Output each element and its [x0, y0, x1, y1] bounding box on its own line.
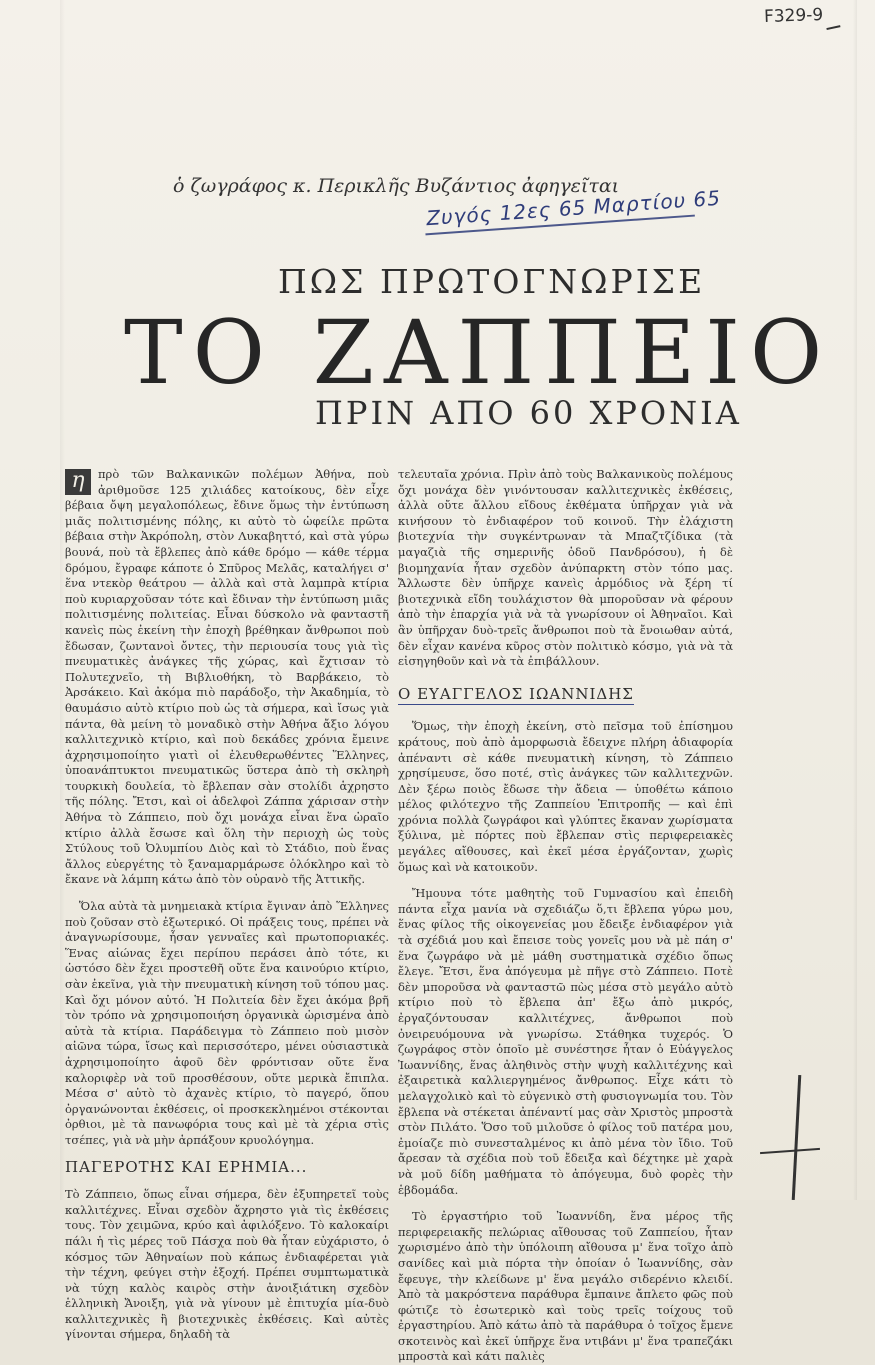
article-paragraph: τελευταῖα χρόνια. Πρὶν ἀπὸ τοὺς Βαλκανικοὺς πολέμους ὄχι μονάχα δὲν γινόντουσαν καλλιτεχνικὲς ἐκθέσεις, ἀλλὰ οὔτε ἄλλου εἴδους ἐκθέματα ὑπῆρχαν γιὰ νὰ κινήσουν τὸ ἐνδιαφέρον τοῦ κοινοῦ. Τὴν ἐλάχιστη βιοτεχνία τὴν συγκέντρωναν τὰ Μπαζτζίδικα (τὰ μαγαζιὰ τῆς σημερινῆς ὁδοῦ Πανδρόσου), ἡ δὲ βιομηχανία ἦταν σχεδὸν ἀνύπαρκτη στὸν τόπο μας. Ἄλλωστε δὲν ὑπῆρχε κανεὶς ἁρμόδιος νὰ ξέρη τί βιοτεχνικὰ εἴδη τουλάχιστον θὰ μποροῦσαν νὰ φέρουν ἀπὸ τὴν ἐπαρχία γιὰ νὰ τὰ γνωρίσουν οἱ Ἀθηναῖοι. Καὶ ἂν ὑπῆρχαν δυὸ-τρεῖς ἄνθρωποι ποὺ τὰ ἔνοιωθαν αὐτά, δὲν εἶχαν κανένα κῦρος στὸν πολιτικὸ κόσμο, γιὰ νὰ τὰ εἰσηγηθοῦν καὶ νὰ τὰ ἐπιβάλλουν.	[398, 467, 733, 669]
article-column-left	[65, 467, 389, 1342]
article-paragraph: Τὸ Ζάππειο, ὅπως εἶναι σήμερα, δὲν ἐξυπηρετεῖ τοὺς καλλιτέχνες. Εἶναι σχεδὸν ἄχρηστο γιὰ τὶς ἐκθέσεις τους. Τὸν χειμῶνα, κρύο καὶ ἀφιλόξενο. Τὸ καλοκαίρι πάλι ἡ τὶς μέρες τοῦ Πάσχα ποὺ θὰ ἦταν εὐχάριστο, ὁ κόσμος τῶν Ἀθηναίων ποὺ κάπως ἐνδιαφέρεται γιὰ τὴν τέχνη, φεύγει στὴν ἐξοχή. Πρέπει συμπτωματικὰ νὰ τύχη καλὸς καιρὸς στὴν ἀνοιξιάτικη σχεδὸν ἑλληνικὴ Ἄνοιξη, γιὰ νὰ γίνουν μὲ ἐπιτυχία μία-δυὸ καλλιτεχνικὲς ἢ βιοτεχνικὲς ἐκθέσεις. Καὶ αὐτὲς γίνονται σήμερα, δηλαδὴ τὰ	[65, 1187, 389, 1342]
archive-code-underline	[826, 25, 840, 30]
byline: ὁ ζωγράφος κ. Περικλῆς Βυζάντιος ἀφηγεῖται	[173, 175, 620, 197]
article-paragraph: Τὸ ἐργαστήριο τοῦ Ἰωαννίδη, ἕνα μέρος τῆς περιφερειακῆς πελώριας αἴθουσας τοῦ Ζαππείου, ἦταν χωρισμένο ἀπὸ τὴν ὑπόλοιπη αἴθουσα μ' ἕνα τοῖχο ἀπὸ σανίδες καὶ μιὰ πόρτα τὴν ὁποίαν ὁ Ἰωαννίδης, σὰν ἔφευγε, τὴν κλείδωνε μ' ἕνα μεγάλο σιδερένιο κλειδί. Ἀπὸ τὰ μακρόστενα παράθυρα ἔμπαινε ἄπλετο φῶς ποὺ φώτιζε τὸ ἐσωτερικὸ καὶ τοὺς τρεῖς τοίχους τοῦ ἐργαστηρίου. Ἀπὸ κάτω ἀπὸ τὰ παράθυρα ὁ τοῖχος ἔμενε σκοτεινὸς καὶ ἐκεῖ ὑπῆρχε ἕνα ντιβάνι μ' ἕνα τραπεζάκι μπροστὰ καὶ κάτι παλιὲς	[398, 1209, 733, 1364]
article-column-right	[398, 467, 733, 1364]
archive-code-text: F329-9	[763, 4, 824, 28]
headline-bottom: ΠΡΙΝ ΑΠΟ 60 ΧΡΟΝΙΑ	[315, 394, 742, 432]
article-paragraph: Ἤμουνα τότε μαθητὴς τοῦ Γυμνασίου καὶ ἐπειδὴ πάντα εἶχα μανία νὰ σχεδιάζω ὅ,τι ἔβλεπα γύρω μου, ἕνας φίλος τῆς οἰκογενείας μου ἔδειξε ἐνδιαφέρον γιὰ τὰ σχέδιά μου καὶ ἔπεισε τοὺς γονεῖς μου νὰ μὲ πάη σ' ἕνα ζωγράφο νὰ μὲ μάθη συστηματικὰ σχέδιο ὅπως ἔλεγε. Ἔτσι, ἕνα ἀπόγευμα μὲ πῆγε στὸ Ζάππειο. Ποτὲ δὲν μποροῦσα νὰ φανταστῶ πὼς μέσα στὸ μεγάλο αὐτὸ κτίριο ποὺ τὸ ἔβλεπα ἀπ' ἔξω ἀπὸ μικρός, ἐργαζόντουσαν καλλιτέχνες, ἄνθρωποι ποὺ ὀνειρευόμουνα νὰ γνωρίσω. Στάθηκα τυχερός. Ὁ ζωγράφος στὸν ὁποῖο μὲ συνέστησε ἦταν ὁ Εὐάγγελος Ἰωαννίδης, ἕνας ἀληθινὸς στὴν ψυχὴ καλλιτέχνης καὶ ἐξαιρετικὰ καλλιεργημένος ἄνθρωπος. Εἶχε κάτι τὸ μελαγχολικὸ καὶ τὸ εὐγενικὸ στὴ φυσιογνωμία του. Τὸν ἔβλεπα νὰ στέκεται ἀπέναντί μας σὰν Χριστὸς μπροστὰ στὸν Πιλάτο. Ὅσο τοῦ μιλοῦσε ὁ φίλος τοῦ πατέρα μου, ἐμοίαζε πιὸ συνεσταλμένος κι ἀπὸ μένα τὸν ἴδιο. Τοῦ ἄρεσαν τὰ σχέδια ποὺ τοῦ ἔδειξα καὶ δέχτηκε μὲ χαρὰ νὰ μοῦ δίδη μαθήματα τὸ ἀπόγευμα, δυὸ φορὲς τὴν ἑβδομάδα.	[398, 886, 733, 1197]
section-subhead: Ο ΕΥΑΓΓΕΛΟΣ ΙΩΑΝΝΙΔΗΣ	[398, 687, 634, 706]
article-paragraph: Ὅμως, τὴν ἐποχὴ ἐκείνη, στὸ πεῖσμα τοῦ ἐπίσημου κράτους, ποὺ ἀπὸ ἀμορφωσιὰ ἔδειχνε πλήρη ἀδιαφορία ἀπέναντι σὲ κάθε πνευματικὴ κίνηση, τὸ Ζάππειο χρησίμευσε, ὅσο ποτέ, στὶς ἀνάγκες τῶν καλλιτεχνῶν. Δὲν ξέρω ποιὸς ἔδωσε τὴν ἄδεια — ὑποθέτω κάποιο μέλος φιλότεχνο τῆς Ζαππείου Ἐπιτροπῆς — καὶ ἐπὶ χρόνια πολλὰ ζωγράφοι καὶ γλύπτες ἔκαναν χωρίσματα ξύλινα, μὲ πόρτες ποὺ ἔβλεπαν στὶς περιφερειακὲς μεγάλες αἴθουσες, καὶ ἐκεῖ μέσα ἐργάζονταν, χωρὶς ὅμως καὶ νὰ κατοικοῦν.	[398, 719, 733, 874]
article-paragraph	[65, 467, 389, 888]
section-subhead: ΠΑΓΕΡΟΤΗΣ ΚΑΙ ΕΡΗΜΙΑ...	[65, 1157, 308, 1176]
pen-mark	[760, 1148, 820, 1154]
handwritten-note-text: Ζυγός 12ες 65 Μαρτίου 65	[425, 185, 722, 231]
headline-main: ΤΟ ΖΑΠΠΕΙΟ	[124, 301, 833, 404]
drop-cap: η	[65, 469, 91, 495]
paragraph-text: πρὸ τῶν Βαλκανικῶν πολέμων Ἀθήνα, ποὺ ἀριθμοῦσε 125 χιλιάδες κατοίκους, δὲν εἶχε βέβαια ὄψη μεγαλοπόλεως, ἔδινε ὅμως τὴν ἐντύπωση μιᾶς πολιτισμένης πόλης, κι αὐτὸ τὸ ὠφείλε πρῶτα βέβαια στὴν Ἀκρόπολη, στὸν Λυκαβηττό, καὶ στὰ γύρω βουνά, ποὺ τὰ ἔβλεπες ἀπὸ κάθε δρόμο — κάθε τέρμα δρόμου, ἔγραφε κάποτε ὁ Σπῦρος Μελᾶς, καταλήγει σ' ἕνα ντεκὸρ θεάτρου — ἀλλὰ καὶ στὰ λαμπρὰ κτίρια ποὺ κυριαρχοῦσαν τότε καὶ ἔδιναν τὴν ἐντύπωση μιᾶς πολιτισμένης πολιτείας. Εἶναι δύσκολο νὰ φανταστῆ κανεὶς πὼς ἐκείνη τὴν ἐποχὴ βρέθηκαν ἄνθρωποι ποὺ ἔδωσαν, ζωντανοὶ ὄντες, τὴν περιουσία τους γιὰ τὶς πνευματικὲς ἀνάγκες τῆς χώρας, καὶ ἔχτισαν τὸ Πολυτεχνεῖο, τὴ Βιβλιοθήκη, τὸ Βαρβάκειο, τὸ Ἀρσάκειο. Καὶ ἀκόμα πιὸ παράδοξο, τὴν Ἀκαδημία, τὸ θαυμάσιο αὐτὸ κτίριο ποὺ ὡς τὰ σήμερα, καὶ ἴσως γιὰ πάντα, θὰ μείνη τὸ μοναδικὸ στὴν Ἀθήνα ἄξιο λόγου καλλιτεχνικὸ κτίριο, καὶ ποὺ δεκάδες χρόνια ἔμεινε ἀχρησιμοποίητο γιατὶ οἱ ἐλευθερωθέντες Ἕλληνες, ὑποανάπτυκτοι πνευματικῶς ὕστερα ἀπὸ τὴ σκληρὴ τουρκικὴ δουλεία, τὸ ἔβλεπαν σὰν στολίδι ἁχρηστο τῆς πόλης. Ἔτσι, καὶ οἱ ἀδελφοὶ Ζάππα χάρισαν στὴν Ἀθήνα τὸ Ζάππειο, ποὺ ὄχι μονάχα εἶναι ἕνα ὡραῖο κτίριο ἀλλὰ ἔσωσε καὶ ὅλη τὴν περιοχὴ ὡς τοὺς Στύλους τοῦ Ὀλυμπίου Διὸς καὶ τὸ Στάδιο, ποὺ ἕνας ἄλλος εὐεργέτης τὸ ξαναμαρμάρωσε ὁλόκληρο καὶ τὸ ἔκανε νὰ λάμπη κάτω ἀπὸ τὸν οὐρανὸ τῆς Ἀττικῆς.	[65, 467, 389, 887]
headline-top: ΠΩΣ ΠΡΩΤΟΓΝΩΡΙΣΕ	[278, 262, 706, 301]
article-paragraph: Ὅλα αὐτὰ τὰ μνημειακὰ κτίρια ἔγιναν ἀπὸ Ἕλληνες ποὺ ζοῦσαν στὸ ἐξωτερικό. Οἱ πράξεις τους, πρέπει νὰ ἀναγνωρίσουμε, ἦσαν γενναῖες καὶ πρωτοποριακές. Ἕνας αἰώνας ἔχει περίπου περάσει ἀπὸ τότε, κι ὡστόσο δὲν ἔχει προστεθῆ οὔτε ἕνα καινούριο κτίριο, σὰν ἐκεῖνα, γιὰ τὴν πνευματικὴ κίνηση τοῦ τόπου μας. Καὶ ὄχι μόνον αὐτό. Ἡ Πολιτεία δὲν ἔχει ἀκόμα βρῆ τὸν τρόπο νὰ χρησιμοποιήση ὀργανικὰ ὡρισμένα ἀπὸ αὐτὰ τὰ κτίρια. Παράδειγμα τὸ Ζάππειο ποὺ μισὸν αἰῶνα τώρα, ἴσως καὶ περισσότερο, μένει οὐσιαστικὰ ἀχρησιμοποίητο ἀφοῦ δὲν φρόντισαν οὔτε ἕνα καλοριφὲρ νὰ τοῦ προσθέσουν, οὔτε μερικὰ ἔπιπλα. Μέσα σ' αὐτὸ τὸ ἀχανὲς κτίριο, τὸ παγερό, ὅπου ὀργανώνονται ἐκθέσεις, οἱ προσκεκλημένοι στέκονται ὀρθιοι, μὲ τὰ πανωφόρια τους καὶ μὲ τὰ χέρια στὶς τσέπες, γιὰ νὰ μὴν ἁρπάξουν κρυολόγημα.	[65, 899, 389, 1147]
archive-code	[764, 5, 824, 27]
paper-fold	[853, 0, 857, 1200]
pen-mark	[792, 1075, 802, 1200]
